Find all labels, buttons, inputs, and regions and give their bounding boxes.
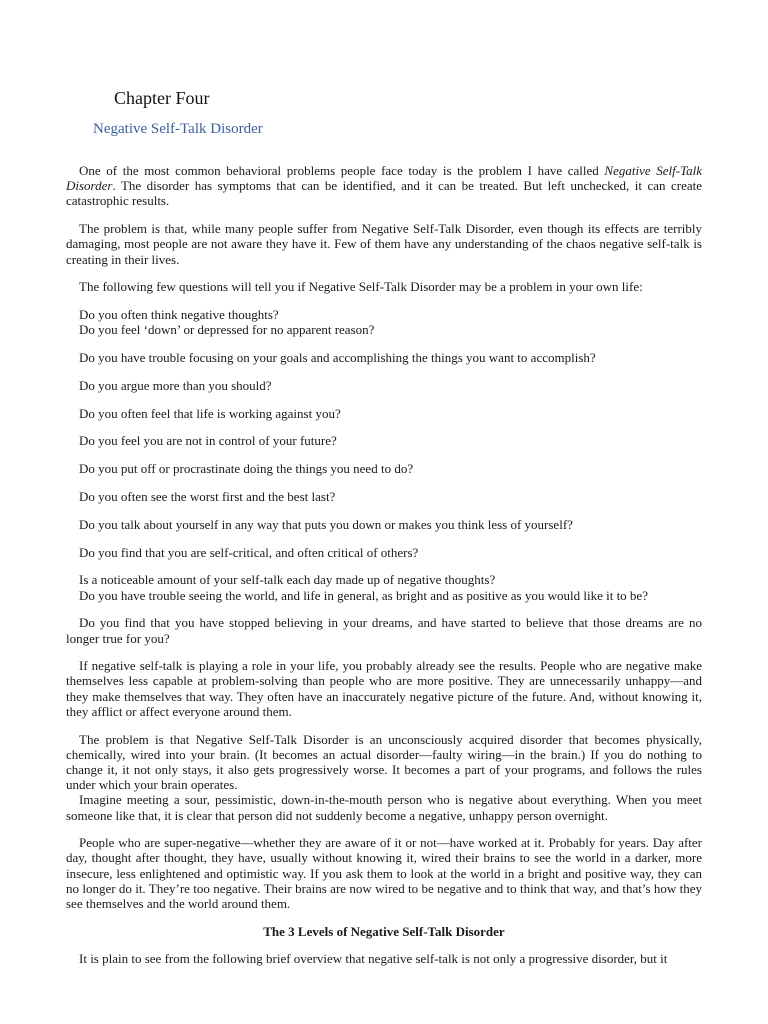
question-item: Do you feel you are not in control of your future? — [79, 433, 337, 449]
paragraph: The following few questions will tell you if Negative Self-Talk Disorder may be a problem in your own life: — [79, 279, 643, 295]
paragraph: One of the most common behavioral problems people face today is the problem I have called Negative Self-Talk Disorder. The disorder has symptoms that can be identified, and it can be treated. But left unchecked, it can create catastrophic results. — [66, 163, 702, 209]
section-heading: The 3 Levels of Negative Self-Talk Disorder — [263, 923, 505, 939]
question-item: Do you find that you are self-critical, and often critical of others? — [79, 544, 419, 560]
body-text — [66, 163, 702, 979]
paragraph: People who are super-negative—whether they are aware of it or not—have worked at it. Probably for years. Day after day, thought after thought, they have, usually without knowing it, wired their brains to see the world in a darker, more insecure, less enlightened and optimistic way. If you ask them to look at the world in a bright and positive way, they can no longer do it. They’re too negative. Their brains are now wired to be negative and to think that way, and that’s how they see themselves and the world around them. — [66, 835, 702, 912]
emphasis-term: Negative Self-Talk Disorder — [66, 163, 702, 194]
question-item: Do you have trouble seeing the world, and life in general, as bright and as positive as you would like it to be? — [79, 587, 648, 603]
paragraph: The problem is that Negative Self-Talk Disorder is an unconsciously acquired disorder that becomes physically, chemically, wired into your brain. (It becomes an actual disorder—faulty wiring—in the brain.) If you do nothing to change it, it not only stays, it also gets progressively worse. It becomes a part of your programs, and follows the rules under which your brain operates. — [66, 731, 702, 793]
question-item: Do you talk about yourself in any way that puts you down or makes you think less of yourself? — [79, 516, 573, 532]
question-item: Do you often see the worst first and the best last? — [79, 488, 336, 504]
paragraph: The problem is that, while many people suffer from Negative Self-Talk Disorder, even though its effects are terribly damaging, most people are not aware they have it. Few of them have any understanding of the chaos negative self-talk is creating in their lives. — [66, 221, 702, 267]
chapter-title: Chapter Four — [114, 88, 210, 108]
paragraph: Do you find that you have stopped believing in your dreams, and have started to believe that those dreams are no longer true for you? — [66, 615, 702, 646]
chapter-subtitle: Negative Self-Talk Disorder — [93, 121, 263, 137]
question-item: Do you often think negative thoughts? — [79, 306, 279, 322]
question-item: Do you put off or procrastinate doing the things you need to do? — [79, 461, 414, 477]
question-item: Do you have trouble focusing on your goals and accomplishing the things you want to accomplish? — [79, 349, 596, 365]
paragraph: Imagine meeting a sour, pessimistic, down-in-the-mouth person who is negative about everything. When you meet someone like that, it is clear that person did not suddenly become a negative, unhappy person overnight. — [66, 792, 702, 823]
paragraph: It is plain to see from the following brief overview that negative self-talk is not only a progressive disorder, but it — [79, 950, 668, 966]
question-item: Do you argue more than you should? — [79, 377, 272, 393]
question-item: Do you feel ‘down’ or depressed for no apparent reason? — [79, 322, 375, 338]
question-item: Do you often feel that life is working against you? — [79, 405, 341, 421]
paragraph: If negative self-talk is playing a role in your life, you probably already see the results. People who are negative make themselves less capable at problem-solving than people who are more positive. They are unnecessarily unhappy—and they make themselves that way. They often have an inaccurately negative picture of the future. And, without knowing it, they afflict or affect everyone around them. — [66, 658, 702, 719]
question-item: Is a noticeable amount of your self-talk each day made up of negative thoughts? — [79, 572, 496, 588]
